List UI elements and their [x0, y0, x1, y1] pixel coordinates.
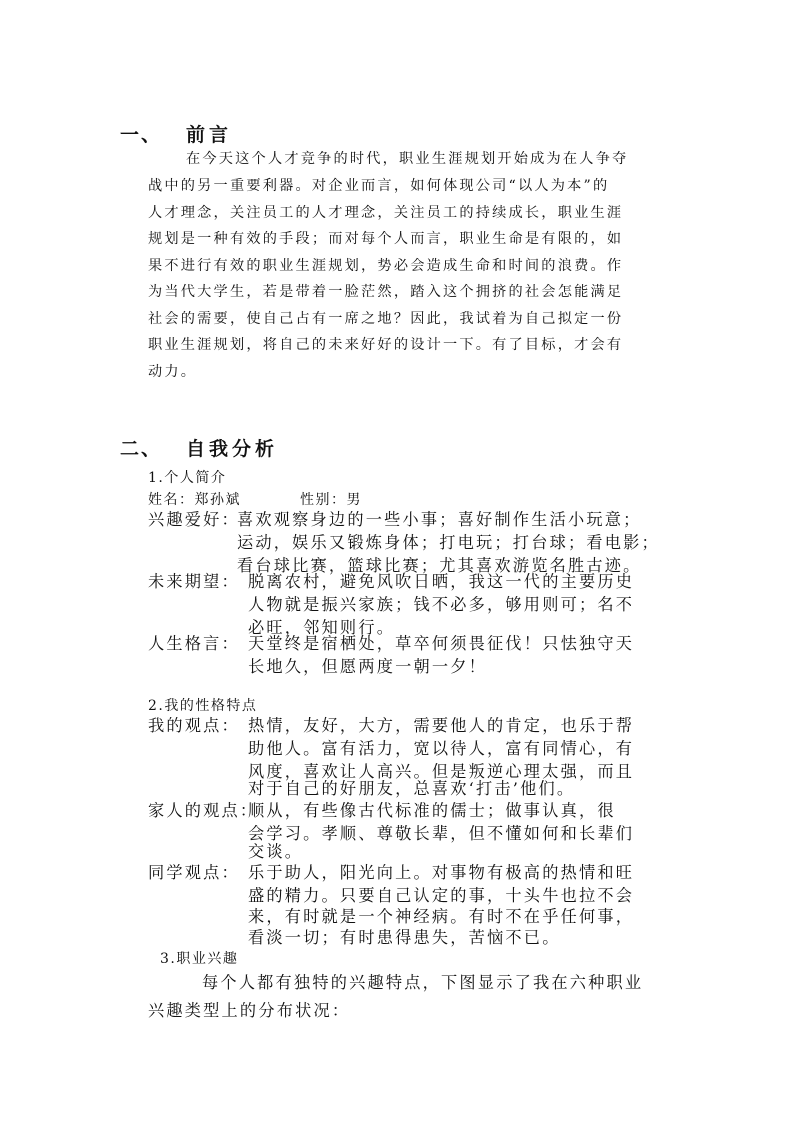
section-1-title: 前言: [186, 124, 233, 146]
intro-line: 果不进行有效的职业生涯规划，势必会造成生命和时间的浪费。作: [148, 258, 624, 274]
subsection-1-heading: 1.个人简介: [148, 470, 227, 486]
self-view-line: 风度，喜欢让人高兴。但是叛逆心理太强，而且: [248, 762, 635, 781]
gender-field: 性别：男: [300, 492, 362, 508]
section-1-heading: [120, 120, 232, 147]
section-2-title: 自我分析: [186, 438, 279, 460]
section-1-number: 一、: [120, 124, 163, 146]
subsection-3-heading: 3.职业兴趣: [160, 951, 239, 967]
intro-line: 人才理念，关注员工的人才理念，关注员工的持续成长，职业生涯: [148, 205, 624, 221]
family-view-line: 交谈。: [248, 842, 304, 861]
hobby-label: 兴趣爱好：: [148, 510, 240, 529]
classmate-view-line: 来，有时就是一个神经病。有时不在乎任何事，: [248, 907, 635, 926]
interest-line: 每个人都有独特的兴趣特点，下图显示了我在六种职业: [202, 973, 644, 992]
family-view-label: 家人的观点：: [148, 801, 259, 820]
hobby-line: 喜欢观察身边的一些小事；喜好制作生活小玩意；: [237, 510, 642, 529]
section-2-heading: [120, 434, 278, 461]
intro-line: 规划是一种有效的手段；而对每个人而言，职业生命是有限的，如: [148, 231, 624, 247]
self-view-line: 助他人。富有活力，宽以待人，富有同情心，有: [248, 739, 635, 758]
intro-line: 为当代大学生，若是带着一脸茫然，踏入这个拥挤的社会怎能满足: [148, 284, 624, 300]
section-2-number: 二、: [120, 438, 163, 460]
family-view-line: 会学习。孝顺、尊敬长辈，但不懂如何和长辈们: [248, 824, 635, 843]
future-line: 必旺，邻知则行。: [248, 618, 396, 637]
interest-line: 兴趣类型上的分布状况：: [148, 1001, 351, 1020]
family-view-line: 顺从，有些像古代标准的儒士；做事认真，很: [248, 801, 616, 820]
intro-line: 社会的需要，使自己占有一席之地？因此，我试着为自己拟定一份: [148, 311, 624, 327]
future-line: 人物就是振兴家族；钱不必多，够用则可；名不: [248, 595, 635, 614]
classmate-view-line: 看淡一切；有时患得患失，苦恼不已。: [248, 928, 561, 947]
hobby-line: 看台球比赛，篮球比赛；尤其喜欢游览名胜古迹。: [237, 556, 642, 575]
future-label: 未来期望：: [148, 572, 240, 591]
self-view-label: 我的观点：: [148, 716, 240, 735]
intro-line: 职业生涯规划，将自己的未来好好的设计一下。有了目标，才会有: [148, 337, 624, 353]
intro-line: 动力。: [148, 364, 198, 380]
intro-line: 战中的另一重要利器。对企业而言，如何体现公司“以人为本”的: [148, 178, 610, 194]
intro-line: 在今天这个人才竞争的时代，职业生涯规划开始成为在人争夺: [186, 151, 629, 167]
motto-line: 天堂终是宿栖处，草卒何须畏征伐！只怯独守天: [248, 634, 635, 653]
future-line: 脱离农村，避免风吹日晒，我这一代的主要历史: [248, 572, 635, 591]
classmate-view-line: 乐于助人，阳光向上。对事物有极高的热情和旺: [248, 863, 635, 882]
motto-label: 人生格言：: [148, 634, 240, 653]
name-field: 姓名：郑孙斌: [148, 492, 241, 508]
self-view-line: 热情，友好，大方，需要他人的肯定，也乐于帮: [248, 716, 635, 735]
classmate-view-line: 盛的精力。只要自己认定的事，十头牛也拉不会: [248, 886, 635, 905]
hobby-line: 运动，娱乐又锻炼身体；打电玩；打台球；看电影；: [237, 533, 660, 552]
self-view-line: 对于自己的好朋友，总喜欢‘打击’他们。: [248, 779, 576, 798]
subsection-2-heading: 2.我的性格特点: [148, 698, 258, 714]
motto-line: 长地久，但愿两度一朝一夕！: [248, 657, 488, 676]
classmate-view-label: 同学观点：: [148, 863, 240, 882]
